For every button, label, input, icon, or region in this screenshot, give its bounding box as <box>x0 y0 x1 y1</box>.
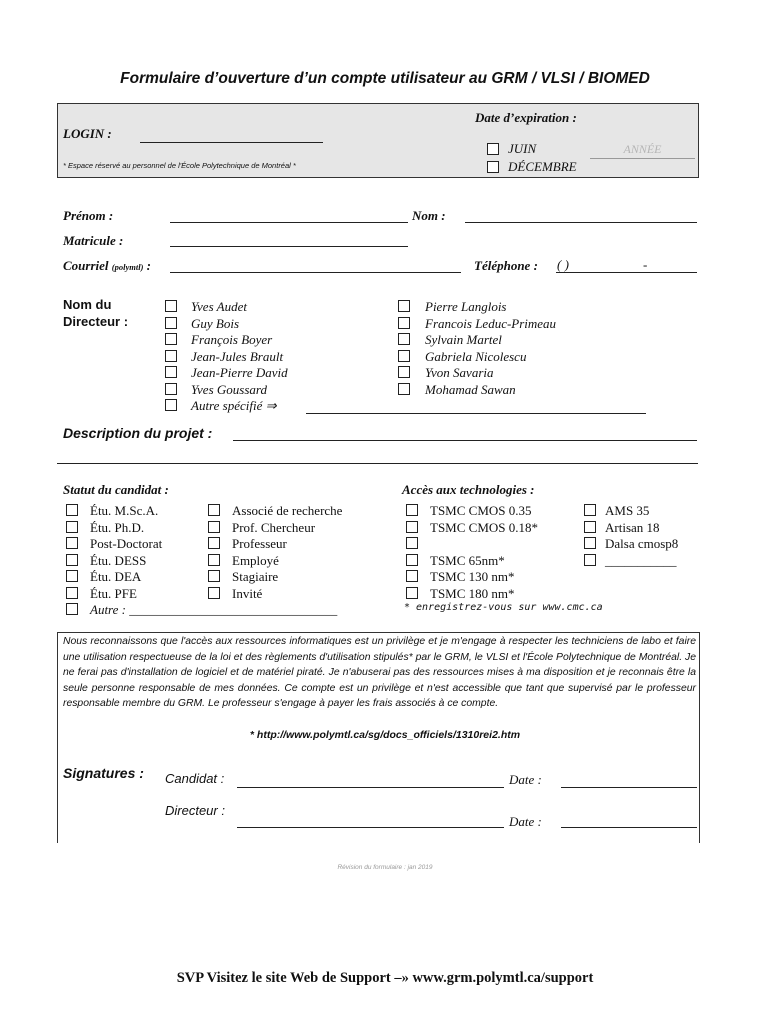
director-checkbox[interactable] <box>165 366 177 378</box>
status-text: Étu. PFE <box>90 585 137 601</box>
year-field[interactable] <box>590 158 695 159</box>
status-label: Statut du candidat : <box>63 482 169 497</box>
signatures-label: Signatures : <box>63 765 144 781</box>
login-label: LOGIN : <box>63 126 112 141</box>
director-name: Jean-Jules Brault <box>191 348 284 364</box>
director-checkbox[interactable] <box>398 300 410 312</box>
status-text: Stagiaire <box>232 569 279 584</box>
director-checkbox[interactable] <box>165 300 177 312</box>
status-text: Étu. Ph.D. <box>90 519 145 535</box>
tech-checkbox[interactable] <box>584 504 596 516</box>
director-other-label: Autre spécifié ⇒ <box>191 398 277 413</box>
nom-label: Nom : <box>412 208 446 223</box>
tech-text: TSMC 180 nm* <box>430 585 515 601</box>
prenom-label: Prénom : <box>63 208 114 223</box>
director-name: Yves Goussard <box>191 381 267 397</box>
candidat-date-label: Date : <box>509 772 542 787</box>
status-checkbox[interactable] <box>208 504 220 516</box>
status-checkbox[interactable] <box>66 570 78 582</box>
status-checkbox[interactable] <box>66 603 78 615</box>
director-checkbox[interactable] <box>398 333 410 345</box>
status-text: Post-Doctorat <box>90 536 163 551</box>
prenom-field[interactable] <box>170 222 408 223</box>
courriel-suffix: (polymtl) <box>111 262 144 272</box>
director-name: Guy Bois <box>191 315 240 331</box>
december-checkbox[interactable] <box>487 161 499 173</box>
status-text: Associé de recherche <box>232 503 343 518</box>
phone-area-code: ( ) <box>557 257 569 272</box>
project-label: Description du projet : <box>63 425 213 441</box>
project-field[interactable] <box>233 440 697 441</box>
director-name: François Boyer <box>191 332 273 347</box>
directeur-signature-field[interactable] <box>237 827 504 828</box>
matricule-label: Matricule : <box>63 233 124 248</box>
status-text: Professeur <box>232 536 287 551</box>
directeur-label: Directeur : <box>165 803 225 818</box>
director-name: Mohamad Sawan <box>425 381 516 397</box>
tech-text: TSMC 130 nm* <box>430 569 515 584</box>
telephone-field[interactable] <box>556 272 697 273</box>
tech-note: * enregistrez-vous sur www.cmc.ca <box>404 602 603 613</box>
tech-text: ___________ <box>605 552 677 568</box>
directeur-date-field[interactable] <box>561 827 697 828</box>
status-checkbox[interactable] <box>208 537 220 549</box>
tech-text: TSMC CMOS 0.18* <box>430 519 538 535</box>
status-text: Étu. DESS <box>90 552 147 568</box>
director-label-1: Nom du <box>63 297 112 312</box>
status-checkbox[interactable] <box>208 570 220 582</box>
courriel-field[interactable] <box>170 272 461 273</box>
director-checkbox[interactable] <box>165 317 177 329</box>
director-checkbox[interactable] <box>165 399 177 411</box>
login-field[interactable] <box>140 142 323 143</box>
december-label: DÉCEMBRE <box>508 159 577 174</box>
year-label: ANNÉE <box>623 142 662 156</box>
director-checkbox[interactable] <box>165 383 177 395</box>
candidat-signature-field[interactable] <box>237 787 504 788</box>
director-checkbox[interactable] <box>398 317 410 329</box>
project-separator <box>57 463 698 464</box>
status-text: Invité <box>232 585 263 601</box>
candidat-date-field[interactable] <box>561 787 697 788</box>
tech-checkbox[interactable] <box>406 521 418 533</box>
courriel-label <box>63 258 151 274</box>
tech-checkbox[interactable] <box>584 554 596 566</box>
reserved-note: * Espace réservé au personnel de l'École Polytechnique de Montréal * <box>63 161 296 170</box>
director-checkbox[interactable] <box>165 350 177 362</box>
director-name: Yvon Savaria <box>425 365 494 380</box>
status-text: Étu. DEA <box>90 569 142 584</box>
status-checkbox[interactable] <box>66 504 78 516</box>
june-label: JUIN <box>508 141 537 156</box>
status-checkbox[interactable] <box>66 554 78 566</box>
status-checkbox[interactable] <box>66 587 78 599</box>
tech-checkbox[interactable] <box>584 521 596 533</box>
status-checkbox[interactable] <box>208 521 220 533</box>
agreement-text: Nous reconnaissons que l'accès aux ressources informatiques est un privilège et je m'engage à respecter les techniciens de labo et faire une utilisation respectueuse de la loi et des règlements d'utilisation stipulés* par le GRM, le VLSI et l'École Polytechnique de Montréal. Je ne ferai pas d'installation de logiciel et de matériel piraté. Je n'abuserai pas des ressources mises à ma disposition et je reconnais être la seule personne responsable de mes données. Ce compte est un privilège et n'est accessible que tant que supervisé par le professeur responsable membre du GRM. Le professeur s'engage à payer les frais associés à ce compte. <box>63 636 696 709</box>
director-other-field[interactable] <box>306 413 646 414</box>
director-checkbox[interactable] <box>398 383 410 395</box>
status-other-label: Autre : ________________________________ <box>90 602 338 617</box>
status-text: Étu. M.Sc.A. <box>90 503 159 518</box>
courriel-colon: : <box>146 258 151 273</box>
tech-text: TSMC 65nm* <box>430 552 505 568</box>
tech-text: Artisan 18 <box>605 519 660 535</box>
status-checkbox[interactable] <box>66 521 78 533</box>
status-checkbox[interactable] <box>208 587 220 599</box>
nom-field[interactable] <box>465 222 697 223</box>
expiration-label: Date d’expiration : <box>475 110 577 125</box>
tech-label: Accès aux technologies : <box>402 482 535 497</box>
tech-checkbox[interactable] <box>406 504 418 516</box>
director-name: Jean-Pierre David <box>191 365 288 380</box>
tech-text: Dalsa cmosp8 <box>605 536 679 551</box>
status-checkbox[interactable] <box>208 554 220 566</box>
status-text: Employé <box>232 552 279 568</box>
courriel-text: Courriel <box>63 258 109 273</box>
policy-link[interactable]: * http://www.polymtl.ca/sg/docs_officiels/1310rei2.htm <box>249 729 521 741</box>
support-footer[interactable]: SVP Visitez le site Web de Support –» www.grm.polymtl.ca/support <box>176 970 594 986</box>
matricule-field[interactable] <box>170 246 408 247</box>
tech-checkbox[interactable] <box>406 554 418 566</box>
phone-dash: - <box>643 257 648 272</box>
candidat-label: Candidat : <box>165 771 225 786</box>
telephone-label: Téléphone : <box>474 258 538 273</box>
form-title: Formulaire d’ouverture d’un compte utilisateur au GRM / VLSI / BIOMED <box>120 70 650 87</box>
directeur-date-label: Date : <box>509 814 542 829</box>
director-name: Pierre Langlois <box>425 299 507 314</box>
director-name: Francois Leduc-Primeau <box>425 315 557 331</box>
director-label-2: Directeur : <box>63 314 129 329</box>
tech-checkbox[interactable] <box>406 587 418 599</box>
director-name: Sylvain Martel <box>425 332 502 347</box>
tech-checkbox[interactable] <box>584 537 596 549</box>
tech-checkbox[interactable] <box>406 537 418 549</box>
tech-checkbox[interactable] <box>406 570 418 582</box>
director-name: Yves Audet <box>191 299 247 314</box>
revision-note: Révision du formulaire : jan 2019 <box>337 864 433 871</box>
status-checkbox[interactable] <box>66 537 78 549</box>
director-checkbox[interactable] <box>165 333 177 345</box>
director-checkbox[interactable] <box>398 366 410 378</box>
tech-text: AMS 35 <box>605 503 650 518</box>
tech-text: TSMC CMOS 0.35 <box>430 503 532 518</box>
status-text: Prof. Chercheur <box>232 519 316 535</box>
director-name: Gabriela Nicolescu <box>425 348 527 364</box>
director-checkbox[interactable] <box>398 350 410 362</box>
june-checkbox[interactable] <box>487 143 499 155</box>
